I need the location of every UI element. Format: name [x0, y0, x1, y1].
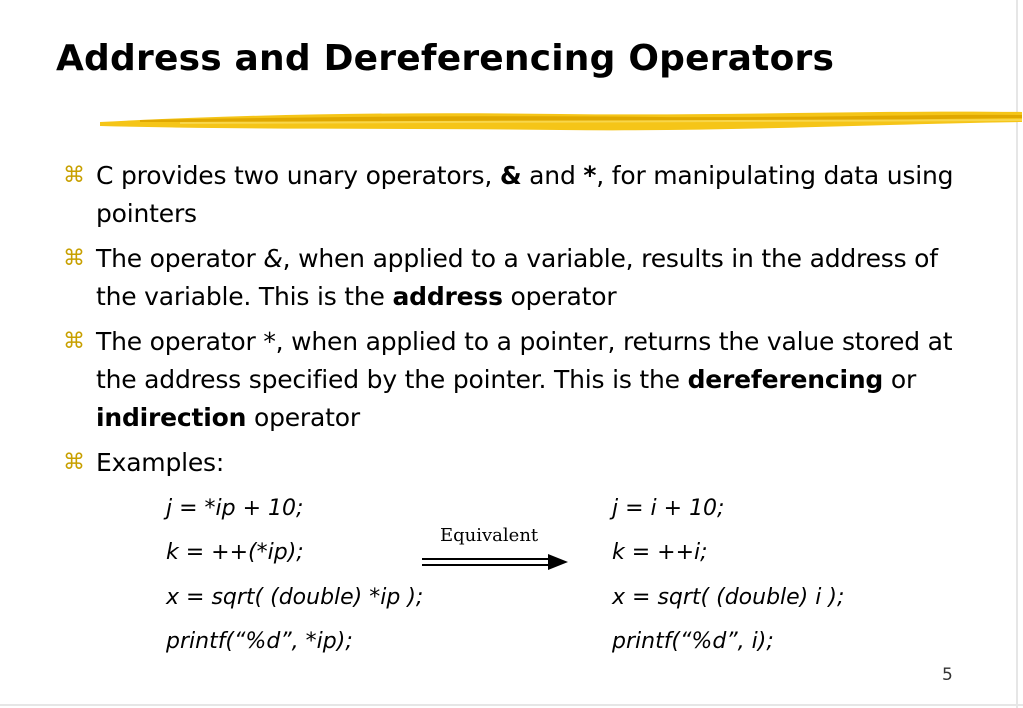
bullet-text: operator — [246, 403, 360, 432]
bullet-text: C provides two unary operators, — [96, 161, 500, 190]
example-right-line: j = i + 10; — [612, 496, 725, 521]
example-right-line: printf(“%d”, i); — [612, 629, 774, 654]
bullet-text: operator — [502, 282, 617, 311]
bullet-text-italic: * — [263, 327, 276, 356]
bullet-item — [60, 444, 960, 482]
example-left-line: j = *ip + 10; — [166, 496, 304, 521]
example-right-line: x = sqrt( (double) i ); — [612, 585, 845, 610]
slide-bottom-border — [0, 704, 1023, 706]
page-number: 5 — [942, 665, 953, 685]
bullet-text: , when applied to a pointer, returns the value stored at the address specified by the pointer. This is the — [96, 327, 953, 394]
bullet-text: The operator — [96, 244, 264, 273]
bullet-text: , when applied to a variable, results in the address of the variable. This is the — [96, 244, 938, 311]
bullet-text-italic: & — [263, 244, 283, 273]
example-right-line: k = ++i; — [612, 540, 708, 565]
bullet-item — [60, 157, 960, 233]
bullet-text: Examples: — [96, 448, 225, 477]
z-bullet-icon: ⌘ — [63, 450, 85, 475]
z-bullet-icon: ⌘ — [63, 329, 85, 354]
example-left-line: printf(“%d”, *ip); — [166, 629, 353, 654]
bullet-text-bold: * — [583, 161, 597, 190]
z-bullet-icon: ⌘ — [63, 246, 85, 271]
slide-title: Address and Dereferencing Operators — [56, 38, 835, 79]
bullet-text-bold: dereferencing — [687, 365, 884, 394]
double-arrow-icon — [420, 552, 570, 572]
bullet-text-bold: address — [392, 282, 503, 311]
bullet-text-bold: indirection — [96, 403, 247, 432]
bullet-text: , for manipulating data using pointers — [96, 161, 954, 228]
highlighter-underline — [100, 100, 1022, 140]
bullet-text: and — [521, 161, 584, 190]
bullet-item — [60, 240, 960, 316]
example-left-line: k = ++(*ip); — [166, 540, 304, 565]
bullet-item — [60, 323, 960, 437]
equivalent-label: Equivalent — [440, 525, 539, 546]
bullet-text-bold: & — [499, 161, 522, 190]
bullet-text: or — [883, 365, 917, 394]
bullet-list — [60, 157, 960, 489]
example-left-line: x = sqrt( (double) *ip ); — [166, 585, 424, 610]
z-bullet-icon: ⌘ — [63, 163, 85, 188]
bullet-text: The operator — [96, 327, 264, 356]
